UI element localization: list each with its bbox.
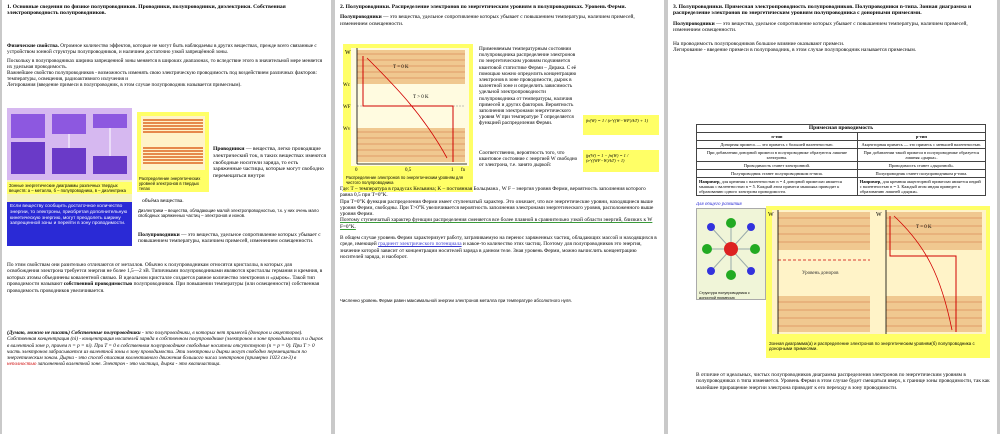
general-dev-label: Для общего развития [696,202,742,207]
physical-properties-text: Физические свойства. Огромное количество эффектов, которые не могут быть наблюдаемы в других веществах, прежде всего связанные с устройством зонной структуры полупроводников, и наличием достаточно узкой запрещённой зоны. [7,42,317,55]
fermi-dirac-text: Применяемым температурным состоянии полупроводника распределение электронов по энергетическим уровням подчиняется квантовой статистике Ферми – Дирака. С её помощью можно определить концентрацию электронов в зоне проводимости, дырок в валентной зоне и определить зависимость удельной электропроводности полупроводника от температуры, наличия примесей и других факторов. Вероятность заполнения электронами энергетического уровня W при температуре T определяется функцией распределения Ферми. [479,46,577,127]
axis-label-wv: Wv [343,127,351,132]
doping-def: Легирование - введение примеси в полупроводник, в этом случае полупроводник называется примесным. [673,46,917,53]
fermi-chart-svg [343,44,473,172]
axis-label-w: W [345,50,351,56]
n-band-svg [766,206,990,338]
lattice-svg [697,209,765,289]
tick-fn: fn [461,168,466,172]
axis-label-wc: Wc [343,83,350,88]
semiconductors-text: Полупроводники — это вещества, удельное сопротивление которых убывает с повышением температуры, наличием примесей, изменением освещенности. [138,232,321,245]
label-t0: T = 0 K [393,65,409,70]
hole-probability-text: Соответственно, вероятность того, что квантовое состояние с энергией W свободно от электрона, т.е. занято дыркой: [479,150,578,169]
semiconductors-def-3: Полупроводники — это вещества, удельное сопротивление которых убывает с повышением температуры, наличием примесей, изменением освещенности. [673,20,968,34]
n-type-band-diagram: Уровень доноров W W T = 0 K Зонная диаграмма(а) и распределение электронов по энергетическим уровням(б) полупроводника с донорными примесями. [766,206,990,358]
fermi-explanation: Где: T – температура в градусах Кельвина; K – постоянная Больцмана , W F – энергия уровня Ферми, вероятность заполнения которого равна 0,5 при T=0°K. При T=0°K функция распределения Ферми имеет ступенчатый характер. Это означает, что все энергетические уровни, находящиеся выше уровня Ферми, свободны. При T>0°K увеличивается вероятность заполнения электронами энергетического уровня, расположенного выше уровня Ферми. Поэтому ступенчатый характер функции распределения сменяется все более плавной в сравнительно узкой области энергий, близких к W F=0°K. В общем случае уровень Ферми характеризует работу, затрачиваемую на перенос заряженных частиц, обладающих массой и находящихся в среде, имеющей градиент электрического потенциала и какое-то количество этих частиц. Поэтому для полупроводников это энергия, значение которой зависит от концентрации носителей заряда в данном теле. Зная уровень Ферми, можно вычислить концентрацию носителей заряда, и наоборот. [340,186,657,260]
band-diagram-svg [7,108,132,180]
fermi-numeric-text: Численно уровень Ферми равен максимальной энергии электронов металла при температуре абсолютного нуля. [340,298,572,303]
n-axis-w: W [768,212,774,218]
energy-explanation-box: Если веществу сообщить достаточное количество энергии, то электроны, приобретая дополнительную кинетическую энергию, могут преодолеть ширину запрещенной зоны и перейти в зону проводимости. [7,202,132,246]
slide-2 [335,0,664,434]
energy-levels-svg [137,112,209,174]
impurity-table [696,124,986,196]
formula-fp: fp(W) = 1 − fn(W) = 1 / (e^((WF−W)/kT) + 1) [583,150,659,172]
energy-levels-image: Распределение энергетических уровней электронов в твердых телах [137,112,209,192]
doping-text: Легирования (введение примеси в полупроводник, в этом случае полупроводник называется примесным). [7,82,242,89]
important-property-text: Важнейшее свойство полупроводников - возможность изменять свою электрическую проводимость под воздействием различных факторов: температуры, освещения, радиоактивного излучения и [7,70,317,83]
tick-1: 1 [451,168,454,172]
n-type-conclusion: В отличие от идеальных, чистых полупроводников диаграмма распределения электронов по энергетическим уровням в полупроводниках n типа изменяется. Уровень Ферми в этом случае будет смещаться вверх, к границе зоны проводимости, так как малейшее приращение энергии электрона приводит к его переходу в зону проводимости. [696,372,990,391]
tick-0: 0 [355,168,358,172]
slide-1 [2,0,331,434]
tick-half: 0,5 [405,168,412,172]
slide-1-heading: 1. Основные сведения по физике полупроводников. Проводники, полупроводники, диэлектрики. Собственная электропроводность полупроводников. [7,4,286,17]
slide-3 [668,0,997,434]
slide-3-heading: 3. Полупроводники. Примесная электропроводность полупроводников. Полупроводники n-типа. Зонная диаграмма и распределение электронов по энергетическим уровням полупроводника с донорными примесями. [673,4,972,17]
dielectrics-text: Диэлектрики – вещества, обладающие малой электропроводностью, т.к. у них очень мало свободных заряженных частиц – электронов и ионов. [138,208,319,219]
impurity-conductivity-table: Примесная проводимость n-тип p-тип Донорная примесь — это примесь с большей валентностью. Акцепторная примесь — это примесь с меньшей валентностью. При добавлении донорной примеси в полупроводнике образуются лишние электроны. При добавлении такой примеси в полупроводнике образуется лишняя «дырка». Проводимость станет электронной. Проводимость станет «дырочной». Полупроводник станет полупроводником n-типа. Полупроводник станет полупроводником p-типа. Например, для кремния с валентностью n = 4 донорной примесью является мышьяк с валентностью n = 5. Каждый атом примеси мышьяка приводит к образованию одного электрона проводимости. Например, для кремния акцепторной примесью является индий с валентностью n = 3. Каждый атом индия приведет к образованию лишней «дырки». [696,124,986,196]
n-axis-w2: W [876,212,882,218]
donor-lattice-image: Структура полупроводника с донорной примесью [696,208,766,300]
donor-level-label: Уровень доноров [802,271,839,276]
conductors-text: Проводники — вещества, легко проводящие электрический ток, в таких веществах имеются свободные носители заряда, то есть заряженные частицы, которые могут свободно перемещаться внутри [213,146,327,180]
bandgap-text: Поскольку в полупроводниках ширина запрещенной зоны меняется в широких диапазонах, то вследствие этого в значительной мере меняется их удельная проводимость. [7,58,323,71]
n-label-t0: T = 0 K [916,225,932,230]
intrinsic-semiconductors-text: (Думаю, можно не писать) Собственные полупроводники - это полупроводники, в которых нет примесей (доноров и акцепторов). Собственная концентрация (ni) - концентрация носителей заряда в собственном полупроводнике (электронов в зоне проводимости n и дырок в валентной зоне p, причем n = p = ni). При T = 0 в собственном полупроводнике свободные носители отсутствуют (n = p = 0). При T > 0 часть электронов забрасывается из валентной зоны в зону проводимости. Эти электроны и дырки могут свободно перемещаться по энергетическим зонам. Дырка - это способ описания коллективного движения большого числа электронов (примерно 1023 см-3) в неполностью заполненной валентной зоне. Электрон - это частица, дырка - это квазичастица. [7,330,323,368]
conductors-tail: объёма вещества. [142,198,184,204]
band-diagram-image: Зонные энергетические диаграммы различных твердых веществ: а – металла, б – полупроводника, в – диэлектрика [7,108,132,202]
impurity-influence: На проводимость полупроводников большое влияние оказывают примеси. [673,40,845,47]
intrinsic-conductivity-text: По этим свойствам они разительно отличаются от металлов. Обычно к полупроводникам относятся кристаллы, в которых для освобождения электрона требуется энергия не более 1,5—2 эВ. Типичными полупроводниками являются кристаллы германия и кремния, в которых атомы объединены ковалентной связью. В идеальном кристалле создается равное количество электронов и «дырок». Такой тип проводимости называют собственной проводимостью полупроводников. При повышении температуры (или освещенности) собственная проводимость проводников увеличивается. [7,262,323,294]
label-t: T > 0 K [413,95,429,100]
axis-label-wf: WF [343,105,351,110]
semiconductors-def: Полупроводники — это вещества, удельное сопротивление которых убывает с повышением температуры, наличием примесей, изменением освещенности. [340,14,635,27]
fermi-distribution-chart: W Wc WF Wv T = 0 K T > 0 K 0 0,5 1 fn Распределение электронов по энергетическим уровням для чистого полупроводника [343,44,473,192]
formula-fn: fn(W) = 1 / (e^((W−WF)/kT) + 1) [583,115,659,135]
slide-2-heading: 2. Полупроводники. Распределение электронов по энергетическим уровням в полупроводниках. Уровень Ферми. [340,4,627,10]
